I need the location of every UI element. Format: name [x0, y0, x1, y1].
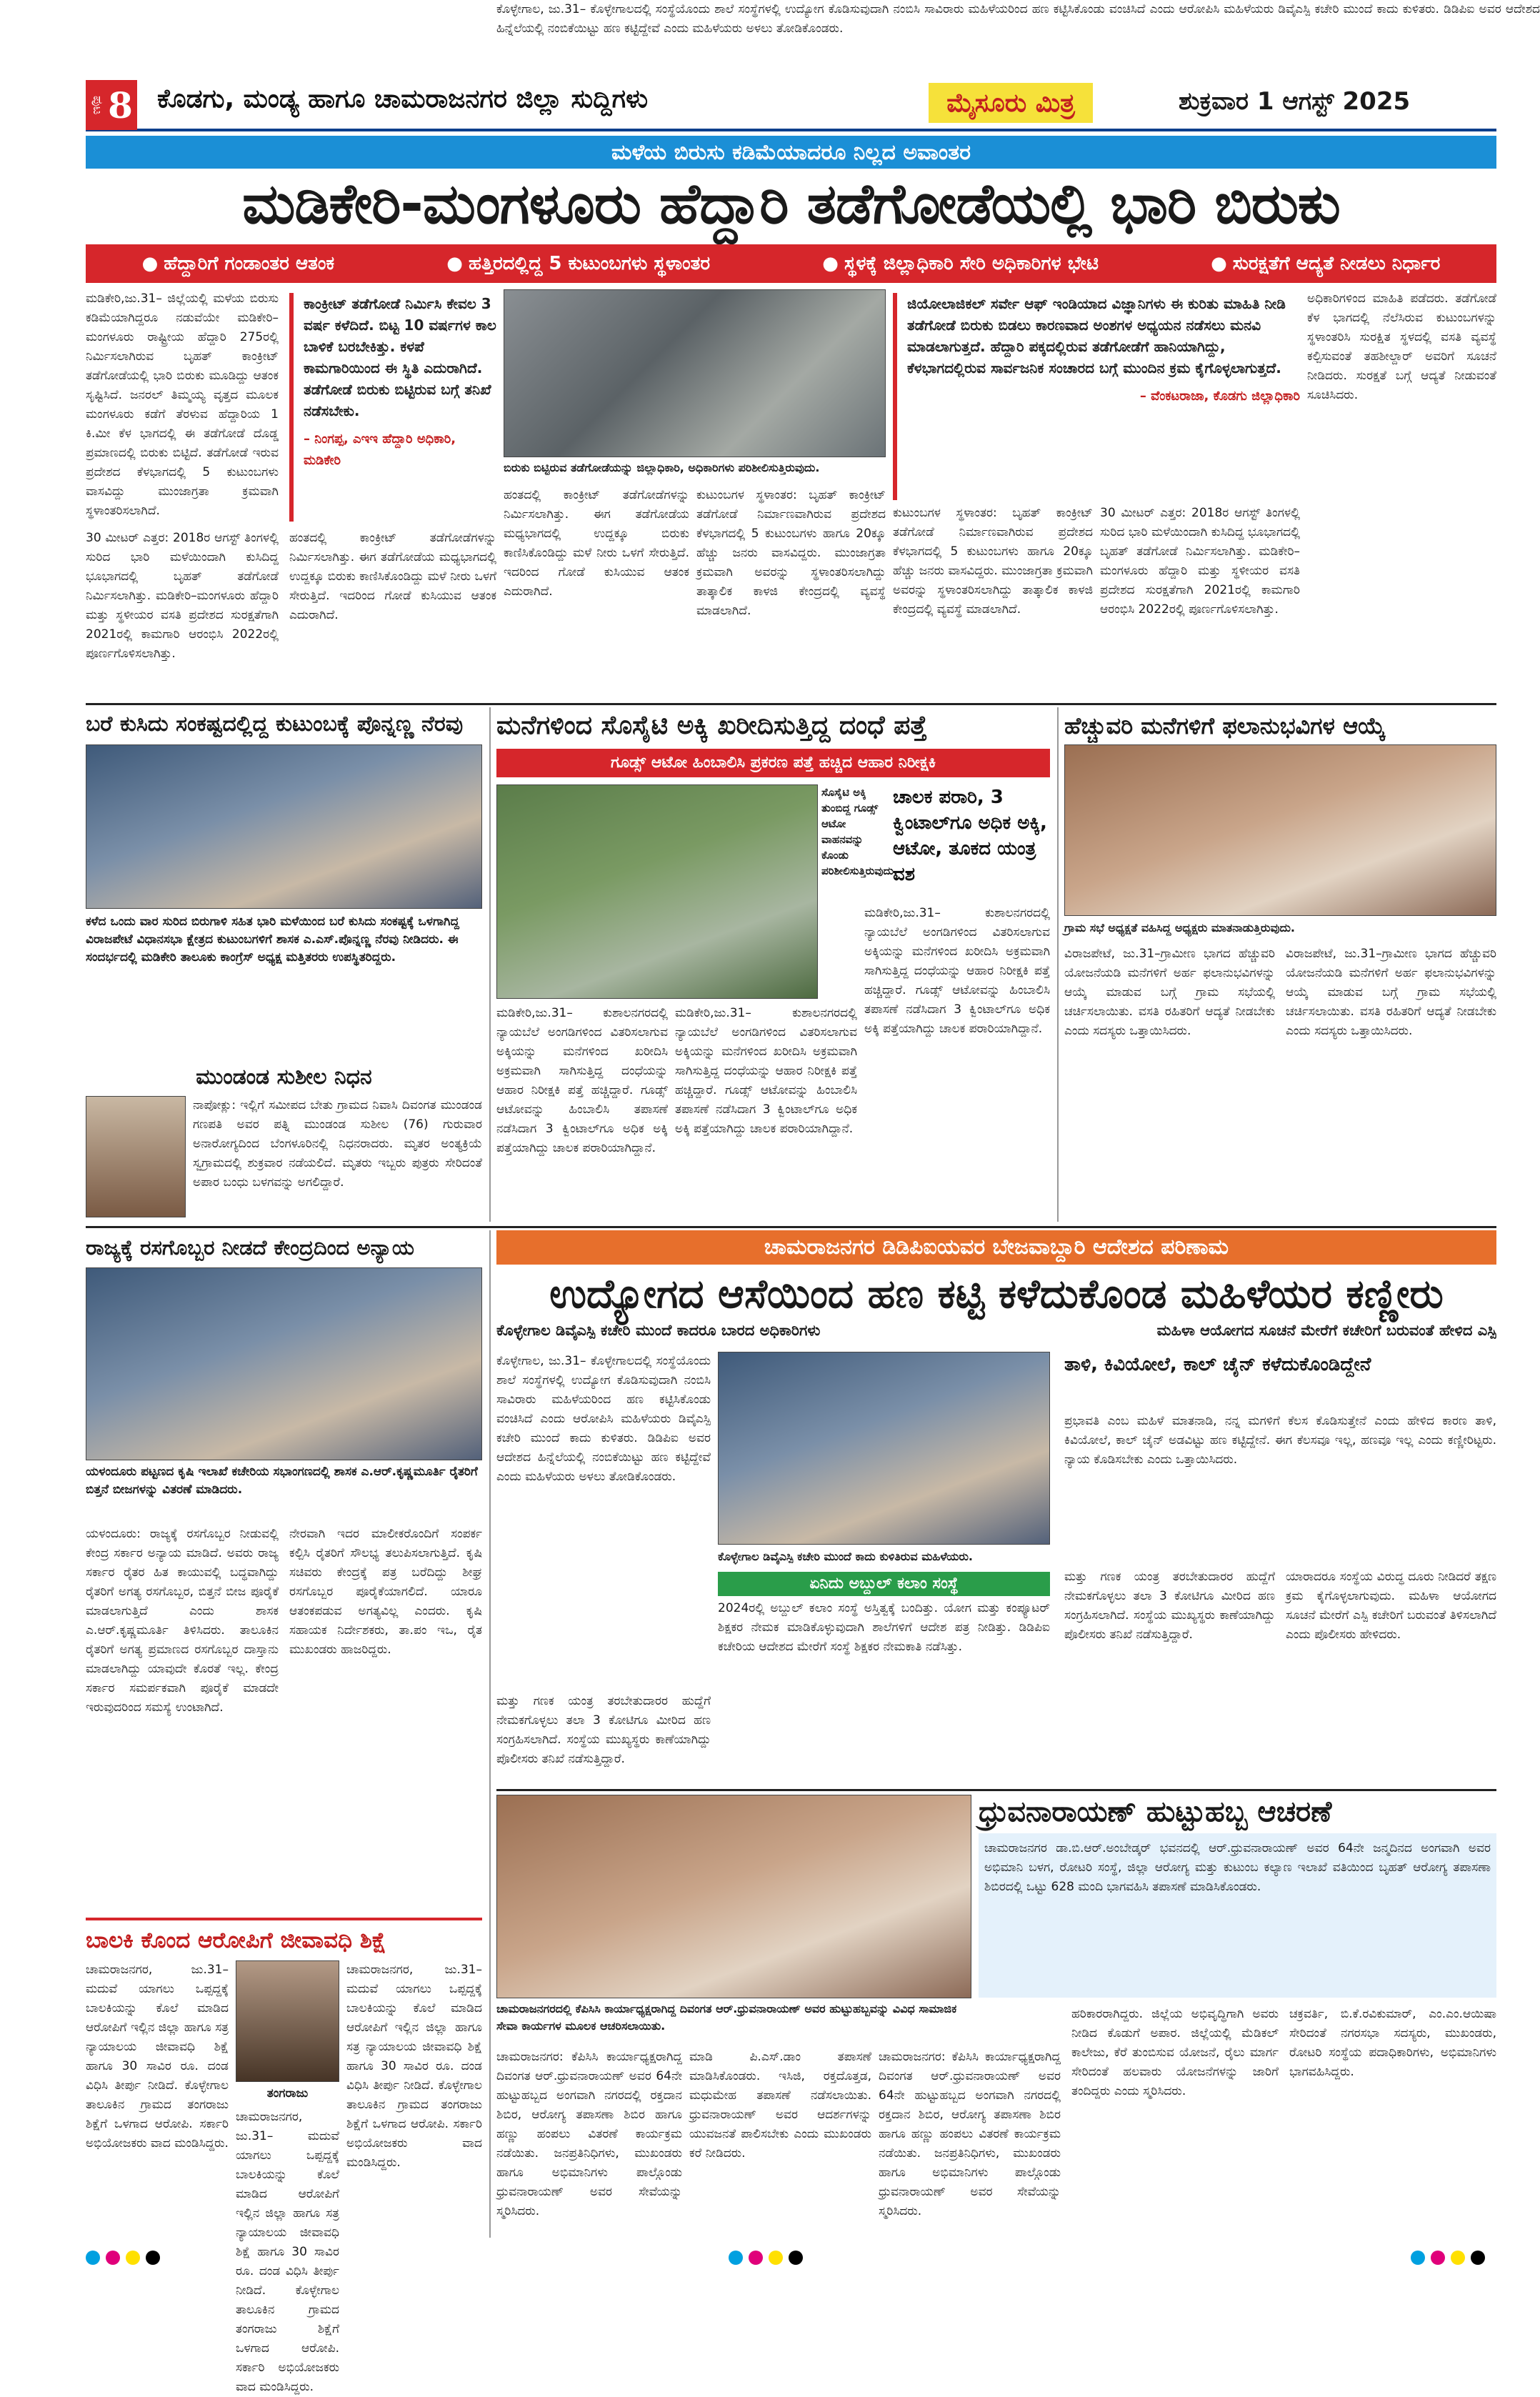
lead-bullet: ● ಹತ್ತಿರದಲ್ಲಿದ್ದ 5 ಕುಟುಂಬಗಳು ಸ್ಥಳಾಂತರ	[446, 253, 710, 275]
women-bullet: ಮಹಿಳಾ ಆಯೋಗದ ಸೂಚನೆ ಮೇರೆಗೆ ಕಚೇರಿಗೆ ಬರುವಂತೆ ಹೇಳಿದ ಎಸ್ಪಿ	[1156, 1322, 1496, 1339]
mla-photo	[86, 1267, 482, 1460]
homes-body1: ವಿರಾಜಪೇಟೆ, ಜು.31–ಗ್ರಾಮೀಣ ಭಾಗದ ಹೆಚ್ಚುವರಿ ಯೋಜನೆಯಡಿ ಮನೆಗಳಿಗೆ ಅರ್ಹ ಫಲಾನುಭವಿಗಳನ್ನು ಆಯ್ಕೆ ಮಾಡುವ ಬಗ್ಗೆ ಗ್ರಾಮ ಸಭೆಯಲ್ಲಿ ಚರ್ಚಿಸಲಾಯಿತು. ವಸತಿ ರಹಿತರಿಗೆ ಆದ್ಯತೆ ನೀಡಬೇಕು ಎಂದು ಸದಸ್ಯರು ಒತ್ತಾಯಿಸಿದರು.	[1064, 947, 1275, 1038]
divider	[86, 1226, 1496, 1228]
court-title: ಬಾಲಕಿ ಕೊಂದ ಆರೋಪಿಗೆ ಜೀವಾವಧಿ ಶಿಕ್ಷೆ	[86, 1928, 386, 1953]
registration-dots	[86, 2251, 166, 2268]
mla-body2: ನೇರವಾಗಿ ಇದರ ಮಾಲೀಕರೊಂದಿಗೆ ಸಂಪರ್ಕ ಕಲ್ಪಿಸಿ ರೈತರಿಗೆ ಸೌಲಭ್ಯ ತಲುಪಿಸಲಾಗುತ್ತಿದೆ. ಕೃಷಿ ಸಚಿವರು ಕೇಂದ್ರಕ್ಕೆ ಪತ್ರ ಬರೆದಿದ್ದು ಶೀಘ್ರ ರಸಗೊಬ್ಬರ ಪೂರೈಕೆಯಾಗಲಿದೆ. ಯಾರೂ ಆತಂಕಪಡುವ ಅಗತ್ಯವಿಲ್ಲ ಎಂದರು. ಕೃಷಿ ಸಹಾಯಕ ನಿರ್ದೇಶಕರು, ತಾ.ಪಂ ಇಒ, ರೈತ ಮುಖಂಡರು ಹಾಜರಿದ್ದರು.	[289, 1527, 482, 1657]
color-dot	[729, 2251, 743, 2265]
lead-col2: ಹಂತದಲ್ಲಿ ಕಾಂಕ್ರೀಟ್ ತಡೆಗೋಡೆಗಳನ್ನು ನಿರ್ಮಿಸಲಾಗಿತ್ತು. ಈಗ ತಡೆಗೋಡೆಯ ಮಧ್ಯಭಾಗದಲ್ಲಿ ಉದ್ದಕ್ಕೂ ಬಿರುಕು ಕಾಣಿಸಿಕೊಂಡಿದ್ದು ಮಳೆ ನೀರು ಒಳಗೆ ಸೇರುತ್ತಿದೆ. ಇದರಿಂದ ಗೋಡೆ ಕುಸಿಯುವ ಆತಂಕ ಎದುರಾಗಿದೆ.	[289, 531, 496, 622]
women-body1: ಕೊಳ್ಳೇಗಾಲ, ಜು.31– ಕೊಳ್ಳೇಗಾಲದಲ್ಲಿ ಸಂಸ್ಥೆಯೊಂದು ಶಾಲೆ ಸಂಸ್ಥೆಗಳಲ್ಲಿ ಉದ್ಯೋಗ ಕೊಡಿಸುವುದಾಗಿ ನಂಬಿಸಿ ಸಾವಿರಾರು ಮಹಿಳೆಯರಿಂದ ಹಣ ಕಟ್ಟಿಸಿಕೊಂಡು ವಂಚಿಸಿದೆ ಎಂದು ಆರೋಪಿಸಿ ಮಹಿಳೆಯರು ಡಿವೈಎಸ್ಪಿ ಕಚೇರಿ ಮುಂದೆ ಕಾದು ಕುಳಿತರು. ಡಿಡಿಪಿಐ ಅವರ ಆದೇಶದ ಹಿನ್ನೆಲೆಯಲ್ಲಿ ನಂಬಿಕೆಯಿಟ್ಟು ಹಣ ಕಟ್ಟಿದ್ದೇವೆ ಎಂದು ಮಹಿಳೆಯರು ಅಳಲು ತೋಡಿಕೊಂಡರು.	[496, 2, 1540, 36]
page-number: 8	[108, 84, 133, 126]
birthday-title: ಧ್ರುವನಾರಾಯಣ್ ಹುಟ್ಟುಹಬ್ಬ ಆಚರಣೆ	[979, 1795, 1332, 1828]
women-side-body: ಪ್ರಭಾವತಿ ಎಂಬ ಮಹಿಳೆ ಮಾತನಾಡಿ, ನನ್ನ ಮಗಳಿಗೆ ಕೆಲಸ ಕೊಡಿಸುತ್ತೇನೆ ಎಂದು ಹೇಳಿದ ಕಾರಣ ತಾಳಿ, ಕಿವಿಯೋಲೆ, ಕಾಲ್ ಚೈನ್ ಅಡವಿಟ್ಟು ಹಣ ಕಟ್ಟಿದ್ದೇನೆ. ಈಗ ಕೆಲಸವೂ ಇಲ್ಲ, ಹಣವೂ ಇಲ್ಲ ಎಂದು ಕಣ್ಣೀರಿಟ್ಟರು. ನ್ಯಾಯ ಕೊಡಿಸಬೇಕು ಎಂದು ಒತ್ತಾಯಿಸಿದರು.	[1064, 1414, 1496, 1467]
registration-dots	[1411, 2251, 1491, 2268]
divider	[496, 1789, 1496, 1791]
obit-photo	[86, 1096, 186, 1217]
homes-caption: ಗ್ರಾಮ ಸಭೆ ಅಧ್ಯಕ್ಷತೆ ವಹಿಸಿದ್ದ ಅಧ್ಯಕ್ಷರು ಮಾತನಾಡುತ್ತಿರುವುದು.	[1064, 921, 1295, 935]
masthead-logo: ಮೈಸೂರು ಮಿತ್ರ	[929, 83, 1093, 123]
women-bullet: ಕೊಳ್ಳೇಗಾಲ ಡಿವೈಎಸ್ಪಿ ಕಚೇರಿ ಮುಂದೆ ಕಾದರೂ ಬಾರದ ಅಧಿಕಾರಿಗಳು	[496, 1322, 821, 1339]
lead-col3b: ಕುಟುಂಬಗಳ ಸ್ಥಳಾಂತರ: ಬೃಹತ್ ಕಾಂಕ್ರೀಟ್ ತಡೆಗೋಡೆ ನಿರ್ಮಾಣವಾಗಿರುವ ಪ್ರದೇಶದ ಕೆಳಭಾಗದಲ್ಲಿ 5 ಕುಟುಂಬಗಳು ಹಾಗೂ 20ಕ್ಕೂ ಹೆಚ್ಚು ಜನರು ವಾಸವಿದ್ದರು. ಮುಂಜಾಗ್ರತಾ ಕ್ರಮವಾಗಿ ಅವರನ್ನು ಸ್ಥಳಾಂತರಿಸಲಾಗಿದ್ದು ತಾತ್ಕಾಲಿಕ ಕಾಳಜಿ ಕೇಂದ್ರದಲ್ಲಿ ವ್ಯವಸ್ಥೆ ಮಾಡಲಾಗಿದೆ.	[696, 488, 886, 618]
color-dot	[1471, 2251, 1485, 2265]
col-divider	[489, 707, 491, 1222]
rice-body3: ಮಡಿಕೇರಿ,ಜು.31– ಕುಶಾಲನಗರದಲ್ಲಿ ನ್ಯಾಯಬೆಲೆ ಅಂಗಡಿಗಳಿಂದ ವಿತರಿಸಲಾಗುವ ಅಕ್ಕಿಯನ್ನು ಮನೆಗಳಿಂದ ಖರೀದಿಸಿ ಅಕ್ರಮವಾಗಿ ಸಾಗಿಸುತ್ತಿದ್ದ ದಂಧೆಯನ್ನು ಆಹಾರ ನಿರೀಕ್ಷಕಿ ಪತ್ತೆ ಹಚ್ಚಿದ್ದಾರೆ. ಗೂಡ್ಸ್ ಆಟೋವನ್ನು ಹಿಂಬಾಲಿಸಿ ತಪಾಸಣೆ ನಡೆಸಿದಾಗ 3 ಕ್ವಿಂಟಾಲ್‌ಗೂ ಅಧಿಕ ಅಕ್ಕಿ ಪತ್ತೆಯಾಗಿದ್ದು ಚಾಲಕ ಪರಾರಿಯಾಗಿದ್ದಾನೆ.	[864, 906, 1050, 1036]
birthday-body4: ಹರಿಕಾರರಾಗಿದ್ದರು. ಜಿಲ್ಲೆಯ ಅಭಿವೃದ್ಧಿಗಾಗಿ ಅವರು ನೀಡಿದ ಕೊಡುಗೆ ಅಪಾರ. ಜಿಲ್ಲೆಯಲ್ಲಿ ಮೆಡಿಕಲ್ ಕಾಲೇಜು, ಕೆರೆ ತುಂಬಿಸುವ ಯೋಜನೆ, ರೈಲು ಮಾರ್ಗ ಸೇರಿದಂತೆ ಹಲವಾರು ಯೋಜನೆಗಳನ್ನು ಜಾರಿಗೆ ತಂದಿದ್ದರು ಎಂದು ಸ್ಮರಿಸಿದರು.	[1071, 2007, 1279, 2098]
color-dot	[146, 2251, 160, 2265]
divider	[86, 1918, 482, 1920]
rice-side-caption: ಸೊಸೈಟಿ ಅಕ್ಕಿ ತುಂಬಿದ್ದ ಗೂಡ್ಸ್ ಆಟೋ ವಾಹನವನ್ನು ಕೊಂಡು ಪರಿಶೀಲಿಸುತ್ತಿರುವುದು.	[821, 786, 898, 877]
lead-col3a: ಹಂತದಲ್ಲಿ ಕಾಂಕ್ರೀಟ್ ತಡೆಗೋಡೆಗಳನ್ನು ನಿರ್ಮಿಸಲಾಗಿತ್ತು. ಈಗ ತಡೆಗೋಡೆಯ ಮಧ್ಯಭಾಗದಲ್ಲಿ ಉದ್ದಕ್ಕೂ ಬಿರುಕು ಕಾಣಿಸಿಕೊಂಡಿದ್ದು ಮಳೆ ನೀರು ಒಳಗೆ ಸೇರುತ್ತಿದೆ. ಇದರಿಂದ ಗೋಡೆ ಕುಸಿಯುವ ಆತಂಕ ಎದುರಾಗಿದೆ.	[504, 488, 689, 599]
page-label: ಪುಟ	[90, 95, 106, 115]
women-photo	[718, 1352, 1050, 1545]
lead-bullet: ● ಹೆದ್ದಾರಿಗೆ ಗಂಡಾಂತರ ಆತಂಕ	[142, 253, 335, 275]
rice-photo	[496, 784, 818, 999]
birthday-caption: ಚಾಮರಾಜನಗರದಲ್ಲಿ ಕೆಪಿಸಿಸಿ ಕಾರ್ಯಾಧ್ಯಕ್ಷರಾಗಿದ್ದ ದಿವಂಗತ ಆರ್.ಧ್ರುವನಾರಾಯಣ್ ಅವರ ಹುಟ್ಟುಹಬ್ಬವನ್ನು ವಿವಿಧ ಸಾಮಾಜಿಕ ಸೇವಾ ಕಾರ್ಯಗಳ ಮೂಲಕ ಆಚರಿಸಲಾಯಿತು.	[496, 2002, 957, 2033]
birthday-body1: ಚಾಮರಾಜನಗರ: ಕೆಪಿಸಿಸಿ ಕಾರ್ಯಾಧ್ಯಕ್ಷರಾಗಿದ್ದ ದಿವಂಗತ ಆರ್.ಧ್ರುವನಾರಾಯಣ್ ಅವರ 64ನೇ ಹುಟ್ಟುಹಬ್ಬದ ಅಂಗವಾಗಿ ನಗರದಲ್ಲಿ ರಕ್ತದಾನ ಶಿಬಿರ, ಆರೋಗ್ಯ ತಪಾಸಣಾ ಶಿಬಿರ ಹಾಗೂ ಹಣ್ಣು ಹಂಪಲು ವಿತರಣೆ ಕಾರ್ಯಕ್ರಮ ನಡೆಯಿತು. ಜನಪ್ರತಿನಿಧಿಗಳು, ಮುಖಂಡರು ಹಾಗೂ ಅಭಿಮಾನಿಗಳು ಪಾಲ್ಗೊಂಡು ಧ್ರುವನಾರಾಯಣ್ ಅವರ ಸೇವೆಯನ್ನು ಸ್ಮರಿಸಿದರು.	[496, 2050, 682, 2218]
homes-title: ಹೆಚ್ಚುವರಿ ಮನೆಗಳಿಗೆ ಫಲಾನುಭವಿಗಳ ಆಯ್ಕೆ	[1064, 712, 1386, 739]
lead-quote	[289, 293, 496, 522]
court-body1: ಚಾಮರಾಜನಗರ, ಜು.31– ಮದುವೆ ಯಾಗಲು ಒಪ್ಪದ್ದಕ್ಕೆ ಬಾಲಕಿಯನ್ನು ಕೊಲೆ ಮಾಡಿದ ಆರೋಪಿಗೆ ಇಲ್ಲಿನ ಜಿಲ್ಲಾ ಹಾಗೂ ಸತ್ರ ನ್ಯಾಯಾಲಯ ಜೀವಾವಧಿ ಶಿಕ್ಷೆ ಹಾಗೂ 30 ಸಾವಿರ ರೂ. ದಂಡ ವಿಧಿಸಿ ತೀರ್ಪು ನೀಡಿದೆ. ಕೊಳ್ಳೇಗಾಲ ತಾಲೂಕಿನ ಗ್ರಾಮದ ತಂಗರಾಜು ಶಿಕ್ಷೆಗೆ ಒಳಗಾದ ಆರೋಪಿ. ಸರ್ಕಾರಿ ಅಭಿಯೋಜಕರು ವಾದ ಮಂಡಿಸಿದ್ದರು.	[86, 1963, 229, 2151]
mla-caption: ಯಳಂದೂರು ಪಟ್ಟಣದ ಕೃಷಿ ಇಲಾಖೆ ಕಚೇರಿಯ ಸಭಾಂಗಣದಲ್ಲಿ ಶಾಸಕ ಎ.ಆರ್.ಕೃಷ್ಣಮೂರ್ತಿ ರೈತರಿಗೆ ಬಿತ್ತನೆ ಬೀಜಗಳನ್ನು ವಿತರಣೆ ಮಾಡಿದರು.	[86, 1465, 478, 1497]
color-dot	[749, 2251, 763, 2265]
color-dot	[86, 2251, 100, 2265]
women-kicker: ಚಾಮರಾಜನಗರ ಡಿಡಿಪಿಐಯವರ ಬೇಜವಾಬ್ದಾರಿ ಆದೇಶದ ಪರಿಣಾಮ	[496, 1230, 1496, 1265]
color-dot	[769, 2251, 783, 2265]
accused-photo	[236, 1960, 339, 2082]
rice-body1: ಮಡಿಕೇರಿ,ಜು.31– ಕುಶಾಲನಗರದಲ್ಲಿ ನ್ಯಾಯಬೆಲೆ ಅಂಗಡಿಗಳಿಂದ ವಿತರಿಸಲಾಗುವ ಅಕ್ಕಿಯನ್ನು ಮನೆಗಳಿಂದ ಖರೀದಿಸಿ ಅಕ್ರಮವಾಗಿ ಸಾಗಿಸುತ್ತಿದ್ದ ದಂಧೆಯನ್ನು ಆಹಾರ ನಿರೀಕ್ಷಕಿ ಪತ್ತೆ ಹಚ್ಚಿದ್ದಾರೆ. ಗೂಡ್ಸ್ ಆಟೋವನ್ನು ಹಿಂಬಾಲಿಸಿ ತಪಾಸಣೆ ನಡೆಸಿದಾಗ 3 ಕ್ವಿಂಟಾಲ್‌ಗೂ ಅಧಿಕ ಅಕ್ಕಿ ಪತ್ತೆಯಾಗಿದ್ದು ಚಾಲಕ ಪರಾರಿಯಾಗಿದ್ದಾನೆ.	[496, 1006, 668, 1155]
homes-photo	[1064, 744, 1496, 916]
mla-body1: ಯಳಂದೂರು: ರಾಜ್ಯಕ್ಕೆ ರಸಗೊಬ್ಬರ ನೀಡುವಲ್ಲಿ ಕೇಂದ್ರ ಸರ್ಕಾರ ಅನ್ಯಾಯ ಮಾಡಿದೆ. ಅವರು ರಾಜ್ಯ ಸರ್ಕಾರ ರೈತರ ಹಿತ ಕಾಯುವಲ್ಲಿ ಬದ್ಧವಾಗಿದ್ದು ರೈತರಿಗೆ ಅಗತ್ಯ ರಸಗೊಬ್ಬರ, ಬಿತ್ತನೆ ಬೀಜ ಪೂರೈಕೆ ಮಾಡಲಾಗುತ್ತಿದೆ ಎಂದು ಶಾಸಕ ಎ.ಆರ್.ಕೃಷ್ಣಮೂರ್ತಿ ತಿಳಿಸಿದರು. ತಾಲೂಕಿನ ರೈತರಿಗೆ ಅಗತ್ಯ ಪ್ರಮಾಣದ ರಸಗೊಬ್ಬರ ದಾಸ್ತಾನು ಮಾಡಲಾಗಿದ್ದು ಯಾವುದೇ ಕೊರತೆ ಇಲ್ಲ. ಕೇಂದ್ರ ಸರ್ಕಾರ ಸಮರ್ಪಕವಾಗಿ ಪೂರೈಕೆ ಮಾಡದೇ ಇರುವುದರಿಂದ ಸಮಸ್ಯೆ ಉಂಟಾಗಿದೆ.	[86, 1527, 279, 1715]
birthday-body2: ಮಾಡಿ ಪಿ.ಎಸ್.ಡಾಂ ತಪಾಸಣೆ ಮಾಡಿಸಿಕೊಂಡರು. ಇಸಿಜಿ, ರಕ್ತದೊತ್ತಡ, ಮಧುಮೇಹ ತಪಾಸಣೆ ನಡೆಸಲಾಯಿತು. ಧ್ರುವನಾರಾಯಣ್ ಅವರ ಆದರ್ಶಗಳನ್ನು ಯುವಜನತೆ ಪಾಲಿಸಬೇಕು ಎಂದು ಮುಖಂಡರು ಕರೆ ನೀಡಿದರು.	[689, 2050, 871, 2161]
page-number-box	[86, 80, 137, 130]
aid-caption: ಕಳೆದ ಒಂದು ವಾರ ಸುರಿದ ಬಿರುಗಾಳಿ ಸಹಿತ ಭಾರಿ ಮಳೆಯಿಂದ ಬರೆ ಕುಸಿದು ಸಂಕಷ್ಟಕ್ಕೆ ಒಳಗಾಗಿದ್ದ ವಿರಾಜಪೇಟೆ ವಿಧಾನಸಭಾ ಕ್ಷೇತ್ರದ ಕುಟುಂಬಗಳಿಗೆ ಶಾಸಕ ಎ.ಎಸ್.ಪೊನ್ನಣ್ಣ ನೆರವು ನೀಡಿದರು. ಈ ಸಂದರ್ಭದಲ್ಲಿ ಮಡಿಕೇರಿ ತಾಲೂಕು ಕಾಂಗ್ರೆಸ್ ಅಧ್ಯಕ್ಷ ಮತ್ತಿತರರು ಉಪಸ್ಥಿತರಿದ್ದರು.	[86, 915, 459, 965]
lead-photo-caption: ಬಿರುಕು ಬಿಟ್ಟಿರುವ ತಡೆಗೋಡೆಯನ್ನು ಜಿಲ್ಲಾಧಿಕಾರಿ, ಅಧಿಕಾರಿಗಳು ಪರಿಶೀಲಿಸುತ್ತಿರುವುದು.	[504, 461, 820, 474]
women-body1c: ಮತ್ತು ಗಣಕ ಯಂತ್ರ ತರಬೇತುದಾರರ ಹುದ್ದೆಗೆ ನೇಮಕಗೊಳ್ಳಲು ತಲಾ 3 ಕೋಟಿಗೂ ಮೀರಿದ ಹಣ ಸಂಗ್ರಹಿಸಲಾಗಿದೆ. ಸಂಸ್ಥೆಯ ಮುಖ್ಯಸ್ಥರು ಕಾಣೆಯಾಗಿದ್ದು ಪೊಲೀಸರು ತನಿಖೆ ನಡೆಸುತ್ತಿದ್ದಾರೆ.	[496, 1694, 711, 1766]
women-side-title: ತಾಳಿ, ಕಿವಿಯೋಲೆ, ಕಾಲ್ ಚೈನ್ ಕಳೆದುಕೊಂಡಿದ್ದೇನೆ	[1064, 1354, 1371, 1375]
birthday-intro: ಚಾಮರಾಜನಗರ ಡಾ.ಬಿ.ಆರ್.ಅಂಬೇಡ್ಕರ್ ಭವನದಲ್ಲಿ ಆರ್.ಧ್ರುವನಾರಾಯಣ್ ಅವರ 64ನೇ ಜನ್ಮದಿನದ ಅಂಗವಾಗಿ ಅವರ ಅಭಿಮಾನಿ ಬಳಗ, ರೋಟರಿ ಸಂಸ್ಥೆ, ಜಿಲ್ಲಾ ಆರೋಗ್ಯ ಮತ್ತು ಕುಟುಂಬ ಕಲ್ಯಾಣ ಇಲಾಖೆ ವತಿಯಿಂದ ಬೃಹತ್ ಆರೋಗ್ಯ ತಪಾಸಣಾ ಶಿಬಿರದಲ್ಲಿ ಒಟ್ಟು 628 ಮಂದಿ ಭಾಗವಹಿಸಿ ತಪಾಸಣೆ ಮಾಡಿಸಿಕೊಂಡರು.	[979, 1833, 1496, 1998]
divider	[86, 703, 1496, 705]
color-dot	[126, 2251, 140, 2265]
obit-body: ನಾಪೋಕ್ಲು: ಇಲ್ಲಿಗೆ ಸಮೀಪದ ಬೇತು ಗ್ರಾಮದ ನಿವಾಸಿ ದಿವಂಗತ ಮುಂಡಂಡ ಗಣಪತಿ ಅವರ ಪತ್ನಿ ಮುಂಡಂಡ ಸುಶೀಲ (76) ಗುರುವಾರ ಅನಾರೋಗ್ಯದಿಂದ ಬೆಂಗಳೂರಿನಲ್ಲಿ ನಿಧನರಾದರು. ಮೃತರ ಅಂತ್ಯಕ್ರಿಯೆ ಸ್ವಗ್ರಾಮದಲ್ಲಿ ಶುಕ್ರವಾರ ನಡೆಯಲಿದೆ. ಮೃತರು ಇಬ್ಬರು ಪುತ್ರರು ಸೇರಿದಂತೆ ಅಪಾರ ಬಂಧು ಬಳಗವನ್ನು ಅಗಲಿದ್ದಾರೆ.	[193, 1098, 482, 1190]
issue-date: ಶುಕ್ರವಾರ 1 ಆಗಸ್ಟ್ 2025	[1179, 87, 1411, 116]
lead-col4a: ಕುಟುಂಬಗಳ ಸ್ಥಳಾಂತರ: ಬೃಹತ್ ಕಾಂಕ್ರೀಟ್ ತಡೆಗೋಡೆ ನಿರ್ಮಾಣವಾಗಿರುವ ಪ್ರದೇಶದ ಕೆಳಭಾಗದಲ್ಲಿ 5 ಕುಟುಂಬಗಳು ಹಾಗೂ 20ಕ್ಕೂ ಹೆಚ್ಚು ಜನರು ವಾಸವಿದ್ದರು. ಮುಂಜಾಗ್ರತಾ ಕ್ರಮವಾಗಿ ಅವರನ್ನು ಸ್ಥಳಾಂತರಿಸಲಾಗಿದ್ದು ತಾತ್ಕಾಲಿಕ ಕಾಳಜಿ ಕೇಂದ್ರದಲ್ಲಿ ವ್ಯವಸ್ಥೆ ಮಾಡಲಾಗಿದೆ.	[893, 506, 1093, 617]
court-body3: ಚಾಮರಾಜನಗರ, ಜು.31– ಮದುವೆ ಯಾಗಲು ಒಪ್ಪದ್ದಕ್ಕೆ ಬಾಲಕಿಯನ್ನು ಕೊಲೆ ಮಾಡಿದ ಆರೋಪಿಗೆ ಇಲ್ಲಿನ ಜಿಲ್ಲಾ ಹಾಗೂ ಸತ್ರ ನ್ಯಾಯಾಲಯ ಜೀವಾವಧಿ ಶಿಕ್ಷೆ ಹಾಗೂ 30 ಸಾವಿರ ರೂ. ದಂಡ ವಿಧಿಸಿ ತೀರ್ಪು ನೀಡಿದೆ. ಕೊಳ್ಳೇಗಾಲ ತಾಲೂಕಿನ ಗ್ರಾಮದ ತಂಗರಾಜು ಶಿಕ್ಷೆಗೆ ಒಳಗಾದ ಆರೋಪಿ. ಸರ್ಕಾರಿ ಅಭಿಯೋಜಕರು ವಾದ ಮಂಡಿಸಿದ್ದರು.	[236, 2110, 339, 2394]
mla-title: ರಾಜ್ಯಕ್ಕೆ ರಸಗೊಬ್ಬರ ನೀಡದೆ ಕೇಂದ್ರದಿಂದ ಅನ್ಯಾಯ	[86, 1235, 414, 1260]
lead-headline: ಮಡಿಕೇರಿ-ಮಂಗಳೂರು ಹೆದ್ದಾರಿ ತಡೆಗೋಡೆಯಲ್ಲಿ ಭಾರಿ ಬಿರುಕು	[242, 172, 1340, 236]
women-col4: ಯಾರಾದರೂ ಸಂಸ್ಥೆಯ ವಿರುದ್ಧ ದೂರು ನೀಡಿದರೆ ತಕ್ಷಣ ಕ್ರಮ ಕೈಗೊಳ್ಳಲಾಗುವುದು. ಮಹಿಳಾ ಆಯೋಗದ ಸೂಚನೆ ಮೇರೆಗೆ ಎಸ್ಪಿ ಕಚೇರಿಗೆ ಬರುವಂತೆ ತಿಳಿಸಲಾಗಿದೆ ಎಂದು ಪೊಲೀಸರು ಹೇಳಿದರು.	[1286, 1570, 1496, 1642]
birthday-photo	[496, 1795, 971, 1998]
color-dot	[106, 2251, 120, 2265]
homes-body2: ವಿರಾಜಪೇಟೆ, ಜು.31–ಗ್ರಾಮೀಣ ಭಾಗದ ಹೆಚ್ಚುವರಿ ಯೋಜನೆಯಡಿ ಮನೆಗಳಿಗೆ ಅರ್ಹ ಫಲಾನುಭವಿಗಳನ್ನು ಆಯ್ಕೆ ಮಾಡುವ ಬಗ್ಗೆ ಗ್ರಾಮ ಸಭೆಯಲ್ಲಿ ಚರ್ಚಿಸಲಾಯಿತು. ವಸತಿ ರಹಿತರಿಗೆ ಆದ್ಯತೆ ನೀಡಬೇಕು ಎಂದು ಸದಸ್ಯರು ಒತ್ತಾಯಿಸಿದರು.	[1286, 947, 1496, 1038]
women-box-title: ಏನಿದು ಅಬ್ದುಲ್ ಕಲಾಂ ಸಂಸ್ಥೆ	[718, 1572, 1050, 1596]
lead-quote-by: – ನಿಂಗಪ್ಪ, ಎಇಇ ಹೆದ್ದಾರಿ ಅಧಿಕಾರಿ, ಮಡಿಕೇರಿ	[304, 432, 456, 468]
lead-col5: ಅಧಿಕಾರಿಗಳಿಂದ ಮಾಹಿತಿ ಪಡೆದರು. ತಡೆಗೋಡೆ ಕೆಳ ಭಾಗದಲ್ಲಿ ನೆಲೆಸಿರುವ ಕುಟುಂಬಗಳನ್ನು ಸ್ಥಳಾಂತರಿಸಿ ಸುರಕ್ಷಿತ ಸ್ಥಳದಲ್ಲಿ ವಸತಿ ವ್ಯವಸ್ಥೆ ಕಲ್ಪಿಸುವಂತೆ ತಹಶೀಲ್ದಾರ್ ಅವರಿಗೆ ಸೂಚನೆ ನೀಡಿದರು. ಸುರಕ್ಷತೆ ಬಗ್ಗೆ ಆದ್ಯತೆ ನೀಡುವಂತೆ ಸೂಚಿಸಿದರು.	[1307, 291, 1496, 402]
lead-col1b: 30 ಮೀಟರ್ ಎತ್ತರ: 2018ರ ಆಗಸ್ಟ್ ತಿಂಗಳಲ್ಲಿ ಸುರಿದ ಭಾರಿ ಮಳೆಯಿಂದಾಗಿ ಕುಸಿದಿದ್ದ ಭೂಭಾಗದಲ್ಲಿ ಬೃಹತ್ ತಡೆಗೋಡೆ ನಿರ್ಮಿಸಲಾಗಿತ್ತು. ಮಡಿಕೇರಿ–ಮಂಗಳೂರು ಹೆದ್ದಾರಿ ಮತ್ತು ಸ್ಥಳೀಯರ ವಸತಿ ಪ್ರದೇಶದ ಸುರಕ್ಷತೆಗಾಗಿ 2021ರಲ್ಲಿ ಕಾಮಗಾರಿ ಆರಂಭಿಸಿ 2022ರಲ್ಲಿ ಪೂರ್ಣಗೊಳಿಸಲಾಗಿತ್ತು.	[86, 531, 279, 661]
col-divider	[489, 1230, 491, 2238]
women-title: ಉದ್ಯೋಗದ ಆಸೆಯಿಂದ ಹಣ ಕಟ್ಟಿ ಕಳೆದುಕೊಂಡ ಮಹಿಳೆಯರ ಕಣ್ಣೀರು	[549, 1271, 1444, 1317]
women-col3: ಮತ್ತು ಗಣಕ ಯಂತ್ರ ತರಬೇತುದಾರರ ಹುದ್ದೆಗೆ ನೇಮಕಗೊಳ್ಳಲು ತಲಾ 3 ಕೋಟಿಗೂ ಮೀರಿದ ಹಣ ಸಂಗ್ರಹಿಸಲಾಗಿದೆ. ಸಂಸ್ಥೆಯ ಮುಖ್ಯಸ್ಥರು ಕಾಣೆಯಾಗಿದ್ದು ಪೊಲೀಸರು ತನಿಖೆ ನಡೆಸುತ್ತಿದ್ದಾರೆ.	[1064, 1570, 1275, 1642]
aid-photo	[86, 744, 482, 909]
birthday-body5: ಚಕ್ರವರ್ತಿ, ಬಿ.ಕೆ.ರವಿಕುಮಾರ್, ಎಂ.ಎಂ.ಆಯಿಷಾ ಸೇರಿದಂತೆ ನಗರಸಭಾ ಸದಸ್ಯರು, ಮುಖಂಡರು, ರೋಟರಿ ಸಂಸ್ಥೆಯ ಪದಾಧಿಕಾರಿಗಳು, ಅಭಿಮಾನಿಗಳು ಭಾಗವಹಿಸಿದ್ದರು.	[1289, 2007, 1496, 2079]
lead-kicker: ಮಳೆಯ ಬಿರುಸು ಕಡಿಮೆಯಾದರೂ ನಿಲ್ಲದ ಅವಾಂತರ	[86, 136, 1496, 169]
lead-col1: ಮಡಿಕೇರಿ,ಜು.31– ಜಿಲ್ಲೆಯಲ್ಲಿ ಮಳೆಯ ಬಿರುಸು ಕಡಿಮೆಯಾಗಿದ್ದರೂ ನಡುವೆಯೇ ಮಡಿಕೇರಿ–ಮಂಗಳೂರು ರಾಷ್ಟ್ರೀಯ ಹೆದ್ದಾರಿ 275ರಲ್ಲಿ ನಿರ್ಮಿಸಲಾಗಿರುವ ಬೃಹತ್ ಕಾಂಕ್ರೀಟ್ ತಡೆಗೋಡೆಯಲ್ಲಿ ಭಾರಿ ಬಿರುಕು ಮೂಡಿದ್ದು ಆತಂಕ ಸೃಷ್ಟಿಸಿದೆ. ಜನರಲ್ ತಿಮ್ಮಯ್ಯ ವೃತ್ತದ ಮೂಲಕ ಮಂಗಳೂರು ಕಡೆಗೆ ತೆರಳುವ ಹೆದ್ದಾರಿಯ 1 ಕಿ.ಮೀ ಕೆಳ ಭಾಗದಲ್ಲಿ ಈ ತಡೆಗೋಡೆ ದೊಡ್ಡ ಪ್ರಮಾಣದಲ್ಲಿ ಬಿರುಕು ಬಿಟ್ಟಿದೆ. ತಡೆಗೋಡೆ ಇರುವ ಪ್ರದೇಶದ ಕೆಳಭಾಗದಲ್ಲಿ 5 ಕುಟುಂಬಗಳು ವಾಸವಿದ್ದು ಮುಂಜಾಗ್ರತಾ ಕ್ರಮವಾಗಿ ಸ್ಥಳಾಂತರಿಸಲಾಗಿದೆ.	[86, 291, 279, 518]
lead-bullet: ● ಸುರಕ್ಷತೆಗೆ ಆದ್ಯತೆ ನೀಡಲು ನಿರ್ಧಾರ	[1211, 253, 1440, 275]
court-body2: ಚಾಮರಾಜನಗರ, ಜು.31– ಮದುವೆ ಯಾಗಲು ಒಪ್ಪದ್ದಕ್ಕೆ ಬಾಲಕಿಯನ್ನು ಕೊಲೆ ಮಾಡಿದ ಆರೋಪಿಗೆ ಇಲ್ಲಿನ ಜಿಲ್ಲಾ ಹಾಗೂ ಸತ್ರ ನ್ಯಾಯಾಲಯ ಜೀವಾವಧಿ ಶಿಕ್ಷೆ ಹಾಗೂ 30 ಸಾವಿರ ರೂ. ದಂಡ ವಿಧಿಸಿ ತೀರ್ಪು ನೀಡಿದೆ. ಕೊಳ್ಳೇಗಾಲ ತಾಲೂಕಿನ ಗ್ರಾಮದ ತಂಗರಾಜು ಶಿಕ್ಷೆಗೆ ಒಳಗಾದ ಆರೋಪಿ. ಸರ್ಕಾರಿ ಅಭಿಯೋಜಕರು ವಾದ ಮಂಡಿಸಿದ್ದರು.	[346, 1963, 482, 2170]
women-photo-caption: ಕೊಳ್ಳೇಗಾಲ ಡಿವೈಎಸ್ಪಿ ಕಚೇರಿ ಮುಂದೆ ಕಾದು ಕುಳಿತಿರುವ ಮಹಿಳೆಯರು.	[718, 1550, 973, 1563]
rice-body2: ಮಡಿಕೇರಿ,ಜು.31– ಕುಶಾಲನಗರದಲ್ಲಿ ನ್ಯಾಯಬೆಲೆ ಅಂಗಡಿಗಳಿಂದ ವಿತರಿಸಲಾಗುವ ಅಕ್ಕಿಯನ್ನು ಮನೆಗಳಿಂದ ಖರೀದಿಸಿ ಅಕ್ರಮವಾಗಿ ಸಾಗಿಸುತ್ತಿದ್ದ ದಂಧೆಯನ್ನು ಆಹಾರ ನಿರೀಕ್ಷಕಿ ಪತ್ತೆ ಹಚ್ಚಿದ್ದಾರೆ. ಗೂಡ್ಸ್ ಆಟೋವನ್ನು ಹಿಂಬಾಲಿಸಿ ತಪಾಸಣೆ ನಡೆಸಿದಾಗ 3 ಕ್ವಿಂಟಾಲ್‌ಗೂ ಅಧಿಕ ಅಕ್ಕಿ ಪತ್ತೆಯಾಗಿದ್ದು ಚಾಲಕ ಪರಾರಿಯಾಗಿದ್ದಾನೆ.	[675, 1006, 857, 1136]
lead-quote2-text: ಜಿಯೋಲಾಜಿಕಲ್ ಸರ್ವೇ ಆಫ್ ಇಂಡಿಯಾದ ವಿಜ್ಞಾನಿಗಳು ಈ ಕುರಿತು ಮಾಹಿತಿ ನೀಡಿ ತಡೆಗೋಡೆ ಬಿರುಕು ಬಿಡಲು ಕಾರಣವಾದ ಅಂಶಗಳ ಅಧ್ಯಯನ ನಡೆಸಲು ಮನವಿ ಮಾಡಲಾಗುತ್ತದೆ. ಹೆದ್ದಾರಿ ಪಕ್ಕದಲ್ಲಿರುವ ತಡೆಗೋಡೆಗೆ ಹಾನಿಯಾಗಿದ್ದು, ಕೆಳಭಾಗದಲ್ಲಿರುವ ಸಾರ್ವಜನಿಕ ಸಂಚಾರದ ಬಗ್ಗೆ ಮುಂದಿನ ಕ್ರಮ ಕೈಗೊಳ್ಳಲಾಗುತ್ತದೆ.	[907, 295, 1286, 377]
birthday-body3: ಚಾಮರಾಜನಗರ: ಕೆಪಿಸಿಸಿ ಕಾರ್ಯಾಧ್ಯಕ್ಷರಾಗಿದ್ದ ದಿವಂಗತ ಆರ್.ಧ್ರುವನಾರಾಯಣ್ ಅವರ 64ನೇ ಹುಟ್ಟುಹಬ್ಬದ ಅಂಗವಾಗಿ ನಗರದಲ್ಲಿ ರಕ್ತದಾನ ಶಿಬಿರ, ಆರೋಗ್ಯ ತಪಾಸಣಾ ಶಿಬಿರ ಹಾಗೂ ಹಣ್ಣು ಹಂಪಲು ವಿತರಣೆ ಕಾರ್ಯಕ್ರಮ ನಡೆಯಿತು. ಜನಪ್ರತಿನಿಧಿಗಳು, ಮುಖಂಡರು ಹಾಗೂ ಅಭಿಮಾನಿಗಳು ಪಾಲ್ಗೊಂಡು ಧ್ರುವನಾರಾಯಣ್ ಅವರ ಸೇವೆಯನ್ನು ಸ್ಮರಿಸಿದರು.	[879, 2050, 1061, 2218]
color-dot	[1411, 2251, 1425, 2265]
women-bullets	[496, 1322, 1496, 1347]
lead-quote-text: ಕಾಂಕ್ರೀಟ್ ತಡೆಗೋಡೆ ನಿರ್ಮಿಸಿ ಕೇವಲ 3 ವರ್ಷ ಕಳೆದಿದೆ. ಬಿಟ್ಟ 10 ವರ್ಷಗಳ ಕಾಲ ಬಾಳಿಕೆ ಬರಬೇಕಿತ್ತು. ಕಳಪೆ ಕಾಮಗಾರಿಯಿಂದ ಈ ಸ್ಥಿತಿ ಎದುರಾಗಿದೆ. ತಡೆಗೋಡೆ ಬಿರುಕು ಬಿಟ್ಟಿರುವ ಬಗ್ಗೆ ತನಿಖೆ ನಡೆಸಬೇಕು.	[304, 295, 496, 419]
color-dot	[1431, 2251, 1445, 2265]
rice-title: ಮನೆಗಳಿಂದ ಸೊಸೈಟಿ ಅಕ್ಕಿ ಖರೀದಿಸುತ್ತಿದ್ದ ದಂಧೆ ಪತ್ತೆ	[496, 711, 927, 740]
rice-highlight: ಚಾಲಕ ಪರಾರಿ, 3 ಕ್ವಿಂಟಾಲ್‌ಗೂ ಅಧಿಕ ಅಕ್ಕಿ, ಆಟೋ, ತೂಕದ ಯಂತ್ರ ವಶ	[893, 787, 1047, 885]
section-title: ಕೊಡಗು, ಮಂಡ್ಯ ಹಾಗೂ ಚಾಮರಾಜನಗರ ಜಿಲ್ಲಾ ಸುದ್ದಿಗಳು	[157, 84, 649, 114]
lead-bullet: ● ಸ್ಥಳಕ್ಕೆ ಜಿಲ್ಲಾಧಿಕಾರಿ ಸೇರಿ ಅಧಿಕಾರಿಗಳ ಭೇಟಿ	[822, 253, 1099, 275]
color-dot	[789, 2251, 803, 2265]
women-box-body: 2024ರಲ್ಲಿ ಅಬ್ದುಲ್ ಕಲಾಂ ಸಂಸ್ಥೆ ಅಸ್ತಿತ್ವಕ್ಕೆ ಬಂದಿತ್ತು. ಯೋಗ ಮತ್ತು ಕಂಪ್ಯೂಟರ್ ಶಿಕ್ಷಕರ ನೇಮಕ ಮಾಡಿಕೊಳ್ಳುವುದಾಗಿ ಶಾಲೆಗಳಿಗೆ ಆದೇಶ ಪತ್ರ ನೀಡಿತ್ತು. ಡಿಡಿಪಿಐ ಕಚೇರಿಯ ಆದೇಶದ ಮೇರೆಗೆ ಸಂಸ್ಥೆ ಶಿಕ್ಷಕರ ನೇಮಕಾತಿ ನಡೆಸಿತ್ತು.	[718, 1601, 1050, 1654]
rice-kicker: ಗೂಡ್ಸ್ ಆಟೋ ಹಿಂಬಾಲಿಸಿ ಪ್ರಕರಣ ಪತ್ತೆ ಹಚ್ಚಿದ ಆಹಾರ ನಿರೀಕ್ಷಕಿ	[496, 749, 1050, 777]
aid-title: ಬರೆ ಕುಸಿದು ಸಂಕಷ್ಟದಲ್ಲಿದ್ದ ಕುಟುಂಬಕ್ಕೆ ಪೊನ್ನಣ್ಣ ನೆರವು	[86, 712, 464, 737]
color-dot	[1451, 2251, 1465, 2265]
col-divider	[1057, 707, 1059, 1222]
obit-title: ಮುಂಡಂಡ ಸುಶೀಲ ನಿಧನ	[196, 1065, 372, 1090]
women-body1b: ಕೊಳ್ಳೇಗಾಲ, ಜು.31– ಕೊಳ್ಳೇಗಾಲದಲ್ಲಿ ಸಂಸ್ಥೆಯೊಂದು ಶಾಲೆ ಸಂಸ್ಥೆಗಳಲ್ಲಿ ಉದ್ಯೋಗ ಕೊಡಿಸುವುದಾಗಿ ನಂಬಿಸಿ ಸಾವಿರಾರು ಮಹಿಳೆಯರಿಂದ ಹಣ ಕಟ್ಟಿಸಿಕೊಂಡು ವಂಚಿಸಿದೆ ಎಂದು ಆರೋಪಿಸಿ ಮಹಿಳೆಯರು ಡಿವೈಎಸ್ಪಿ ಕಚೇರಿ ಮುಂದೆ ಕಾದು ಕುಳಿತರು. ಡಿಡಿಪಿಐ ಅವರ ಆದೇಶದ ಹಿನ್ನೆಲೆಯಲ್ಲಿ ನಂಬಿಕೆಯಿಟ್ಟು ಹಣ ಕಟ್ಟಿದ್ದೇವೆ ಎಂದು ಮಹಿಳೆಯರು ಅಳಲು ತೋಡಿಕೊಂಡರು.	[496, 1354, 711, 1484]
lead-quote2-by: – ವೆಂಕಟರಾಜಾ, ಕೊಡಗು ಜಿಲ್ಲಾಧಿಕಾರಿ	[1139, 389, 1300, 404]
court-photo-caption: ತಂಗರಾಜು	[266, 2086, 309, 2101]
lead-col4b: 30 ಮೀಟರ್ ಎತ್ತರ: 2018ರ ಆಗಸ್ಟ್ ತಿಂಗಳಲ್ಲಿ ಸುರಿದ ಭಾರಿ ಮಳೆಯಿಂದಾಗಿ ಕುಸಿದಿದ್ದ ಭೂಭಾಗದಲ್ಲಿ ಬೃಹತ್ ತಡೆಗೋಡೆ ನಿರ್ಮಿಸಲಾಗಿತ್ತು. ಮಡಿಕೇರಿ–ಮಂಗಳೂರು ಹೆದ್ದಾರಿ ಮತ್ತು ಸ್ಥಳೀಯರ ವಸತಿ ಪ್ರದೇಶದ ಸುರಕ್ಷತೆಗಾಗಿ 2021ರಲ್ಲಿ ಕಾಮಗಾರಿ ಆರಂಭಿಸಿ 2022ರಲ್ಲಿ ಪೂರ್ಣಗೊಳಿಸಲಾಗಿತ್ತು.	[1100, 506, 1300, 617]
registration-dots	[729, 2251, 809, 2268]
